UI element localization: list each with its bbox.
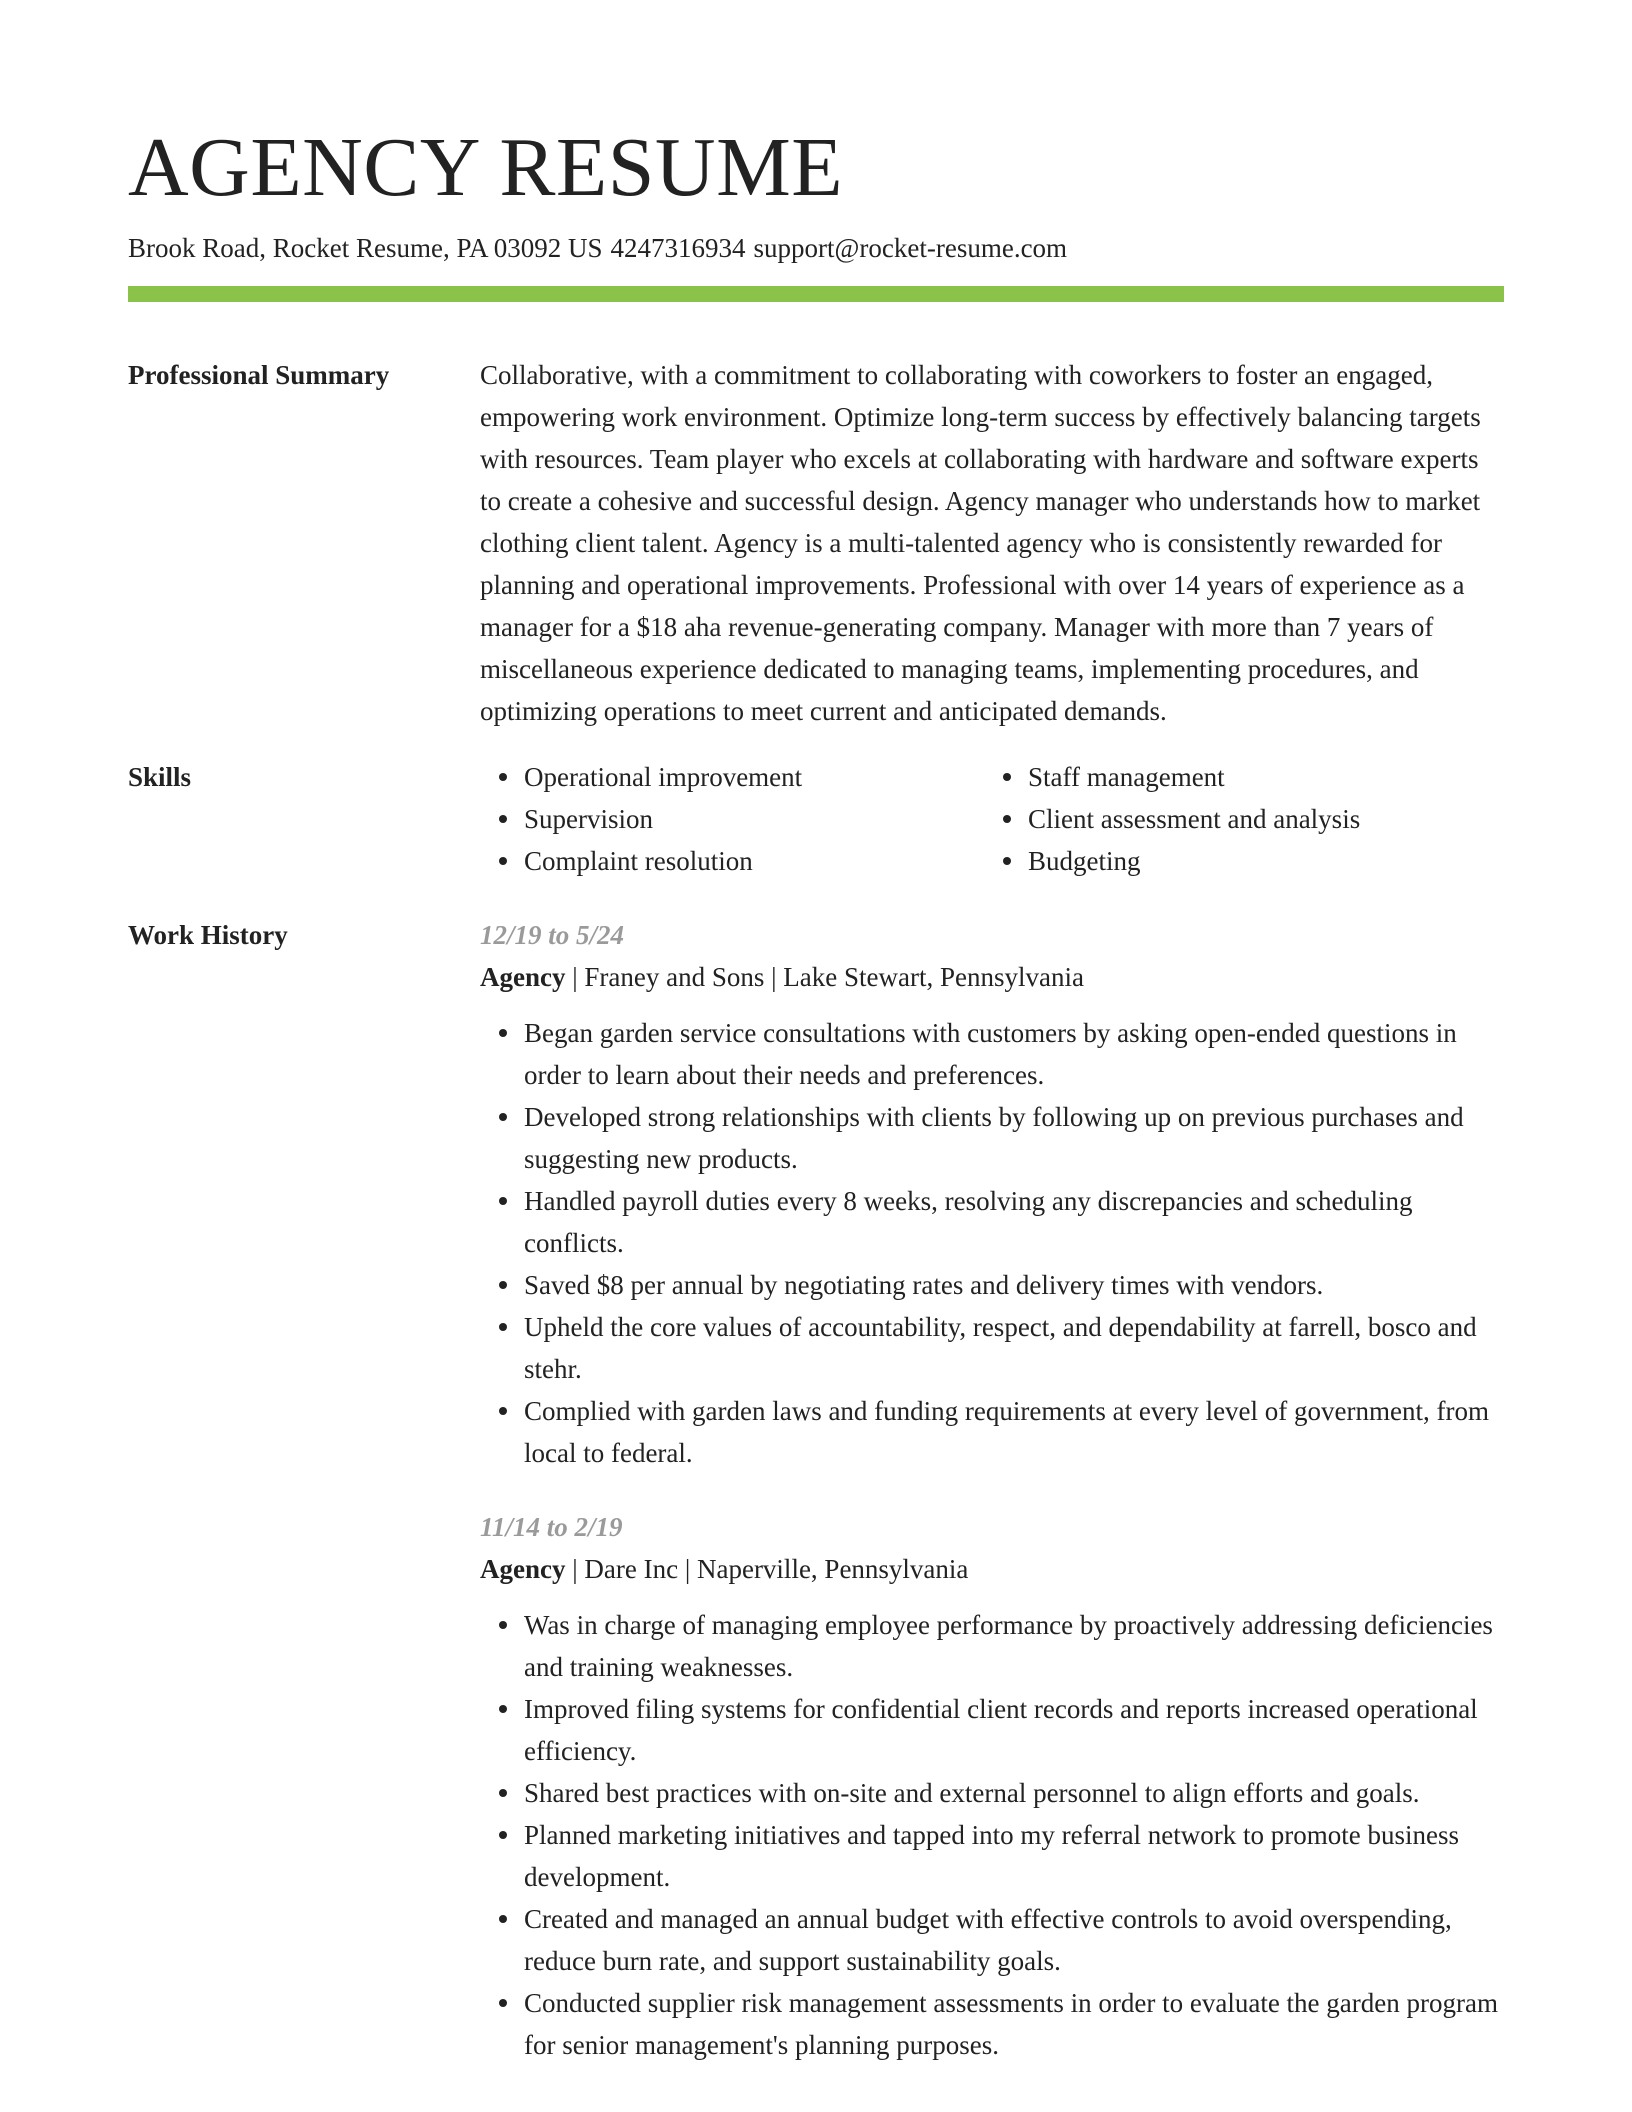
duty-item: Created and managed an annual budget with effective controls to avoid overspending, reduce burn rate, and support sustainability goals. (524, 1898, 1504, 1982)
summary-section (128, 354, 1504, 732)
contact-line (128, 230, 1504, 266)
work-history-body (480, 914, 1504, 2066)
job-role: Agency (480, 962, 566, 992)
duty-item: Was in charge of managing employee performance by proactively addressing deficiencies and training weaknesses. (524, 1604, 1504, 1688)
job-title-line (480, 1548, 1504, 1590)
duty-item: Conducted supplier risk management assessments in order to evaluate the garden program for senior management's planning purposes. (524, 1982, 1504, 2066)
job-role: Agency (480, 1554, 566, 1584)
skills-list-right (984, 756, 1488, 882)
job-employer-location: | Dare Inc | Naperville, Pennsylvania (565, 1554, 969, 1584)
duty-item: Handled payroll duties every 8 weeks, resolving any discrepancies and scheduling conflicts. (524, 1180, 1504, 1264)
contact-email: support@rocket-resume.com (753, 233, 1068, 263)
duty-item: Complied with garden laws and funding requirements at every level of government, from local to federal. (524, 1390, 1504, 1474)
work-history-heading: Work History (128, 920, 288, 950)
skill-item: Staff management (1028, 756, 1488, 798)
skill-item: Complaint resolution (524, 840, 984, 882)
job-duties (480, 1012, 1504, 1474)
skill-item: Budgeting (1028, 840, 1488, 882)
job-title-line (480, 956, 1504, 998)
duty-item: Began garden service consultations with customers by asking open-ended questions in order to learn about their needs and preferences. (524, 1012, 1504, 1096)
header-divider (128, 286, 1504, 302)
contact-address: Brook Road, Rocket Resume, PA 03092 US (128, 233, 603, 263)
skill-item: Operational improvement (524, 756, 984, 798)
work-history-section (128, 914, 1504, 2066)
skills-body (480, 756, 1504, 882)
skills-list-left (480, 756, 984, 882)
job-entry (480, 914, 1504, 1474)
summary-text: Collaborative, with a commitment to collaborating with coworkers to foster an engaged, empowering work environment. Optimize long-term success by effectively balancing targets with resources. Team player who excels at collaborating with hardware and software experts to create a cohesive and successful design. Agency manager who understands how to market clothing client talent. Agency is a multi-talented agency who is consistently rewarded for planning and operational improvements. Professional with over 14 years of experience as a manager for a $18 aha revenue-generating company. Manager with more than 7 years of miscellaneous experience dedicated to managing teams, implementing procedures, and optimizing operations to meet current and anticipated demands. (480, 360, 1481, 726)
resume-title: AGENCY RESUME (128, 121, 844, 214)
skills-heading: Skills (128, 762, 192, 792)
duty-item: Improved filing systems for confidential client records and reports increased operational efficiency. (524, 1688, 1504, 1772)
job-dates: 12/19 to 5/24 (480, 920, 625, 950)
skill-item: Supervision (524, 798, 984, 840)
skill-item: Client assessment and analysis (1028, 798, 1488, 840)
job-employer-location: | Franey and Sons | Lake Stewart, Pennsylvania (565, 962, 1084, 992)
job-dates: 11/14 to 2/19 (480, 1512, 623, 1542)
contact-phone: 4247316934 (610, 233, 746, 263)
duty-item: Planned marketing initiatives and tapped into my referral network to promote business development. (524, 1814, 1504, 1898)
job-entry (480, 1506, 1504, 2066)
duty-item: Saved $8 per annual by negotiating rates and delivery times with vendors. (524, 1264, 1504, 1306)
duty-item: Shared best practices with on-site and external personnel to align efforts and goals. (524, 1772, 1504, 1814)
job-duties (480, 1604, 1504, 2066)
duty-item: Developed strong relationships with clients by following up on previous purchases and suggesting new products. (524, 1096, 1504, 1180)
summary-body (480, 354, 1504, 732)
skills-section (128, 756, 1504, 882)
duty-item: Upheld the core values of accountability, respect, and dependability at farrell, bosco and stehr. (524, 1306, 1504, 1390)
summary-heading: Professional Summary (128, 360, 390, 390)
